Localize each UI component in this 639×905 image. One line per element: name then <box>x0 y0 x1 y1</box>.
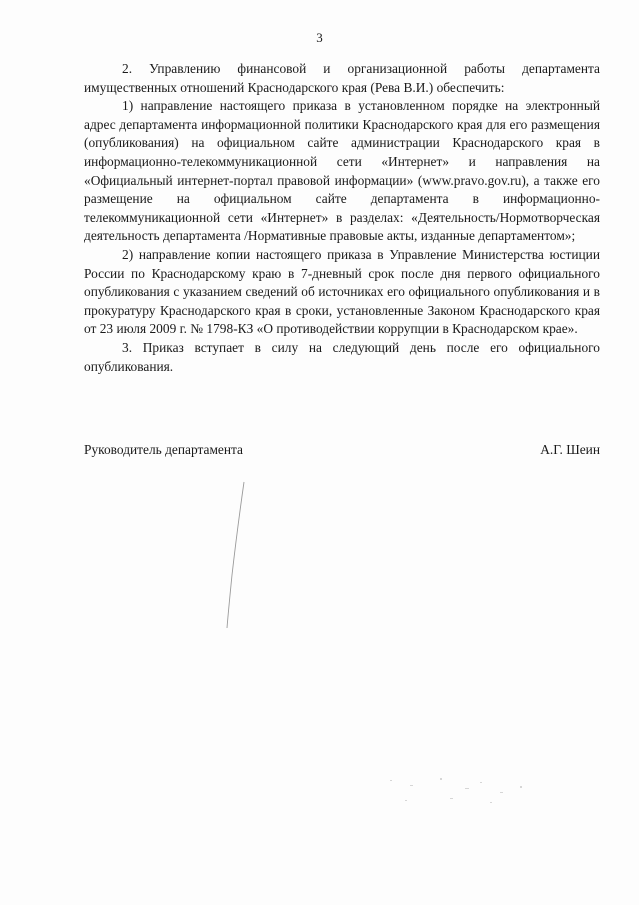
signature-stroke <box>222 480 252 630</box>
page-number: 3 <box>316 30 323 45</box>
paragraph-2-2: 2) направление копии настоящего приказа в Управление Министерства юстиции России по Краснодарскому краю в 7-дневный срок после дня первого официального опубликования с указанием сведений об источниках его официального опубликования и в прокуратуру Краснодарского края в сроки, установленные Законом Краснодарского края от 23 июля 2009 г. № 1798-КЗ «О противодействии коррупции в Краснодарском крае». <box>84 246 600 337</box>
paragraph-2-1: 1) направление настоящего приказа в установленном порядке на электронный адрес департамента информационной политики Краснодарского края для его размещения (опубликования) на официальном сайте администрации Краснодарского края в информационно-телекоммуникационной сети «Интернет» и направления на «Официальный интернет-портал правовой информации» (www.pravo.gov.ru), а также его размещение на официальном сайте департамента в информационно-телекоммуникационной сети «Интернет» в разделах: «Деятельность/Нормотворческая деятельность департамента /Нормативные правовые акты, изданные департаментом»; <box>84 98 600 244</box>
signatory-name: А.Г. Шеин <box>540 442 600 457</box>
document-body <box>84 60 600 376</box>
paragraph-2: 2. Управлению финансовой и организационной работы департамента имущественных отношений Краснодарского края (Рева В.И.) обеспечить: <box>84 61 600 95</box>
paragraph-3: 3. Приказ вступает в силу на следующий день после его официального опубликования. <box>84 339 600 374</box>
scan-artifact <box>380 760 540 820</box>
signatory-title: Руководитель департамента <box>84 442 243 457</box>
